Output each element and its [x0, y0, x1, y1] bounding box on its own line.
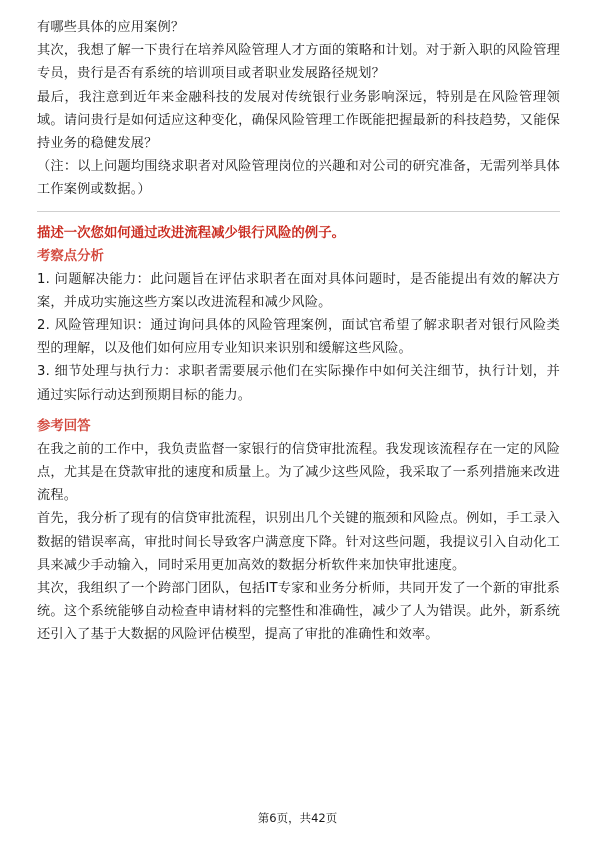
answer-paragraph: 在我之前的工作中，我负责监督一家银行的信贷审批流程。我发现该流程存在一定的风险点，尤其是在贷款审批的速度和质量上。为了减少这些风险，我采取了一系列措施来改进流程。 [37, 441, 560, 504]
question-heading: 描述一次您如何通过改进流程减少银行风险的例子。 [37, 225, 345, 241]
answer-paragraph: 其次，我组织了一个跨部门团队，包括IT专家和业务分析师，共同开发了一个新的审批系统。这个系统能够自动检查申请材料的完整性和准确性，减少了人为错误。此外，新系统还引入了基于大数据的风险评估模型，提高了审批的准确性和效率。 [37, 581, 560, 643]
paragraph: 有哪些具体的应用案例？ [37, 20, 185, 35]
paragraph: 其次，我想了解一下贵行在培养风险管理人才方面的策略和计划。对于新入职的风险管理专员，贵行是否有系统的培训项目或者职业发展路径规划？ [37, 43, 560, 82]
answer-paragraph: 首先，我分析了现有的信贷审批流程，识别出几个关键的瓶颈和风险点。例如，手工录入数据的错误率高，审批时间长导致客户满意度下降。针对这些问题，我提议引入自动化工具来减少手动输入，同时采用更加高效的数据分析软件来加快审批速度。 [37, 511, 560, 573]
answer-title: 参考回答 [37, 418, 91, 434]
paragraph: 最后，我注意到近年来金融科技的发展对传统银行业务影响深远，特别是在风险管理领域。请问贵行是如何适应这种变化，确保风险管理工作既能把握最新的科技趋势，又能保持业务的稳健发展？ [37, 89, 560, 152]
page-number: 第6页，共42页 [257, 811, 338, 825]
analysis-title: 考察点分析 [37, 248, 104, 264]
page-content [37, 16, 560, 647]
paragraph: （注：以上问题均围绕求职者对风险管理岗位的兴趣和对公司的研究准备，无需列举具体工作案例或数据。） [37, 159, 560, 198]
answer-body [37, 438, 560, 647]
intro-section [37, 16, 560, 202]
analysis-item: 2. 风险管理知识：通过询问具体的风险管理案例，面试官希望了解求职者对银行风险类型的理解，以及他们如何应用专业知识来识别和缓解这些风险。 [37, 318, 560, 357]
analysis-item: 1. 问题解决能力：此问题旨在评估求职者在面对具体问题时，是否能提出有效的解决方案，并成功实施这些方案以改进流程和减少风险。 [37, 271, 560, 310]
analysis-list [37, 268, 560, 407]
analysis-item: 3. 细节处理与执行力：求职者需要展示他们在实际操作中如何关注细节，执行计划，并通过实际行动达到预期目标的能力。 [37, 364, 560, 403]
section-divider [37, 211, 560, 212]
